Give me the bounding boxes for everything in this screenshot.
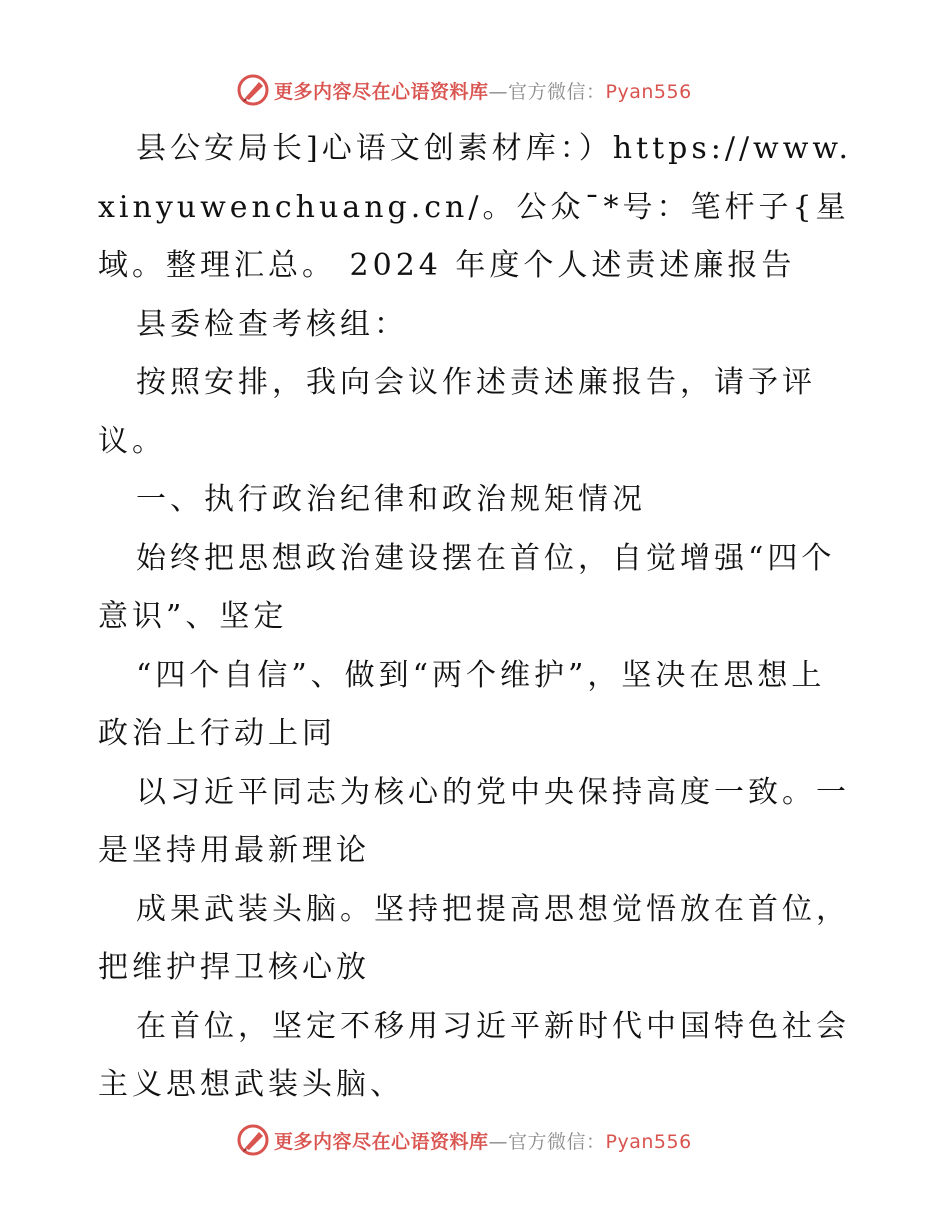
paragraph: 县公安局长]心语文创素材库：）https://www.xinyuwenchuang.cn/。公众¯*号：笔杆子{星域。整理汇总。 2024 年度个人述责述廉报告: [98, 131, 853, 283]
paragraph: 在首位，坚定不移用习近平新时代中国特色社会主义思想武装头脑、: [98, 1008, 850, 1102]
banner-dash: —: [488, 1130, 509, 1153]
banner-wechat-label: 官方微信：: [508, 80, 606, 103]
paragraph: 成果武装头脑。坚持把提高思想觉悟放在首位，把维护捍卫核心放: [98, 891, 850, 985]
pen-logo-icon: [236, 1123, 270, 1157]
header-watermark-banner: [236, 72, 692, 108]
banner-dash: —: [488, 80, 509, 103]
banner-main-text: 更多内容尽在心语资料库: [274, 1130, 489, 1153]
pen-logo-icon: [236, 73, 270, 107]
paragraph: 县委检查考核组：: [136, 306, 408, 342]
paragraph: 以习近平同志为核心的党中央保持高度一致。一是坚持用最新理论: [98, 774, 850, 868]
paragraph: “四个自信”、做到“两个维护”，坚决在思想上政治上行动上同: [98, 657, 826, 751]
footer-watermark-banner: [236, 1122, 692, 1158]
section-heading: 一、执行政治纪律和政治规矩情况: [136, 482, 646, 517]
document-body: [98, 120, 858, 1115]
banner-main-text: 更多内容尽在心语资料库: [274, 80, 489, 103]
banner-wechat-id: Pyan556: [605, 80, 692, 103]
paragraph: 按照安排，我向会议作述责述廉报告，请予评议。: [98, 365, 816, 459]
paragraph: 始终把思想政治建设摆在首位，自觉增强“四个意识”、坚定: [98, 540, 836, 634]
banner-wechat-id: Pyan556: [605, 1130, 692, 1153]
banner-wechat-label: 官方微信：: [508, 1130, 606, 1153]
